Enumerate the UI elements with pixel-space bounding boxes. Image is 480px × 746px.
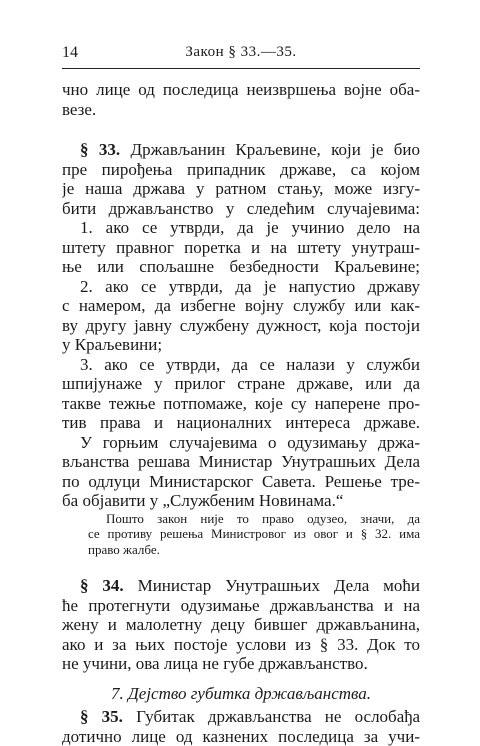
text-line: ће протегнути одузимање држављанства и на: [62, 596, 420, 616]
header-title: Закон § 33.—35.: [62, 44, 420, 61]
footnote-line: се противу решења Министровог из овог и § 32. има: [62, 526, 420, 542]
text-line: дотично лице од казнених последица за учи-: [62, 727, 420, 746]
footnote-line: Пошто закон није то право одузео, значи, да: [62, 511, 420, 527]
page-number: 14: [62, 44, 78, 62]
text-line: шпијунаже у прилог стране државе, или да: [62, 374, 420, 394]
section-33-label: § 33.: [80, 140, 120, 159]
text-line: у Краљевини;: [62, 335, 420, 355]
text-line: вљанства решава Министар Унутрашњих Дела: [62, 452, 420, 472]
text-line: 2. ако се утврди, да је напустио државу: [62, 277, 420, 297]
text-line: је наша држава у ратном стању, може изгу-: [62, 179, 420, 199]
text-line: ње или спољашне безбедности Краљевине;: [62, 257, 420, 277]
section-35-first-line: [62, 707, 420, 727]
text-line: пре пирођења припадник државе, са којом: [62, 160, 420, 180]
text-line: бити држављанство у следећим случајевима:: [62, 199, 420, 219]
text-line: 1. ако се утврди, да је учинио дело на: [62, 218, 420, 238]
text-line: везе.: [62, 100, 420, 120]
section-35-text: Губитак држављанства не ослобађа: [136, 707, 420, 726]
text-line: не учини, ова лица не губе држављанство.: [62, 654, 420, 674]
text-line: ако и за њих постоје услови из § 33. Док то: [62, 635, 420, 655]
section-33-first-line: [62, 140, 420, 160]
section-33-text: Држављанин Краљевине, који је био: [130, 140, 420, 159]
section-34-text: Министар Унутрашњих Дела моћи: [138, 576, 420, 595]
text-line: чно лице од последица неизвршења војне оба-: [62, 80, 420, 100]
text-line: ву другу јавну службену дужност, која постоји: [62, 316, 420, 336]
text-line: жену и малолетну децу бившег држављанина,: [62, 615, 420, 635]
section-34-label: § 34.: [80, 576, 124, 595]
text-line: с намером, да избегне војну службу или как-: [62, 296, 420, 316]
text-line: У горњим случајевима о одузимању држа-: [62, 433, 420, 453]
text-line: такве тежње потпомаже, које су наперене про-: [62, 394, 420, 414]
running-header: [62, 44, 420, 66]
header-rule: [62, 68, 420, 69]
subsection-heading: 7. Дејство губитка држављанства.: [62, 684, 420, 704]
text-line: штету правног поретка и на штету унутраш-: [62, 238, 420, 258]
section-35-label: § 35.: [80, 707, 123, 726]
text-line: по одлуци Министарског Савета. Решење тре-: [62, 472, 420, 492]
text-line: 3. ако се утврди, да се налази у служби: [62, 355, 420, 375]
page-body: [62, 80, 420, 746]
text-line: тив права и националних интереса државе.: [62, 413, 420, 433]
text-line: ба објавити у „Службеним Новинама.“: [62, 491, 420, 511]
footnote-line: право жалбе.: [62, 542, 420, 558]
section-34-first-line: [62, 576, 420, 596]
